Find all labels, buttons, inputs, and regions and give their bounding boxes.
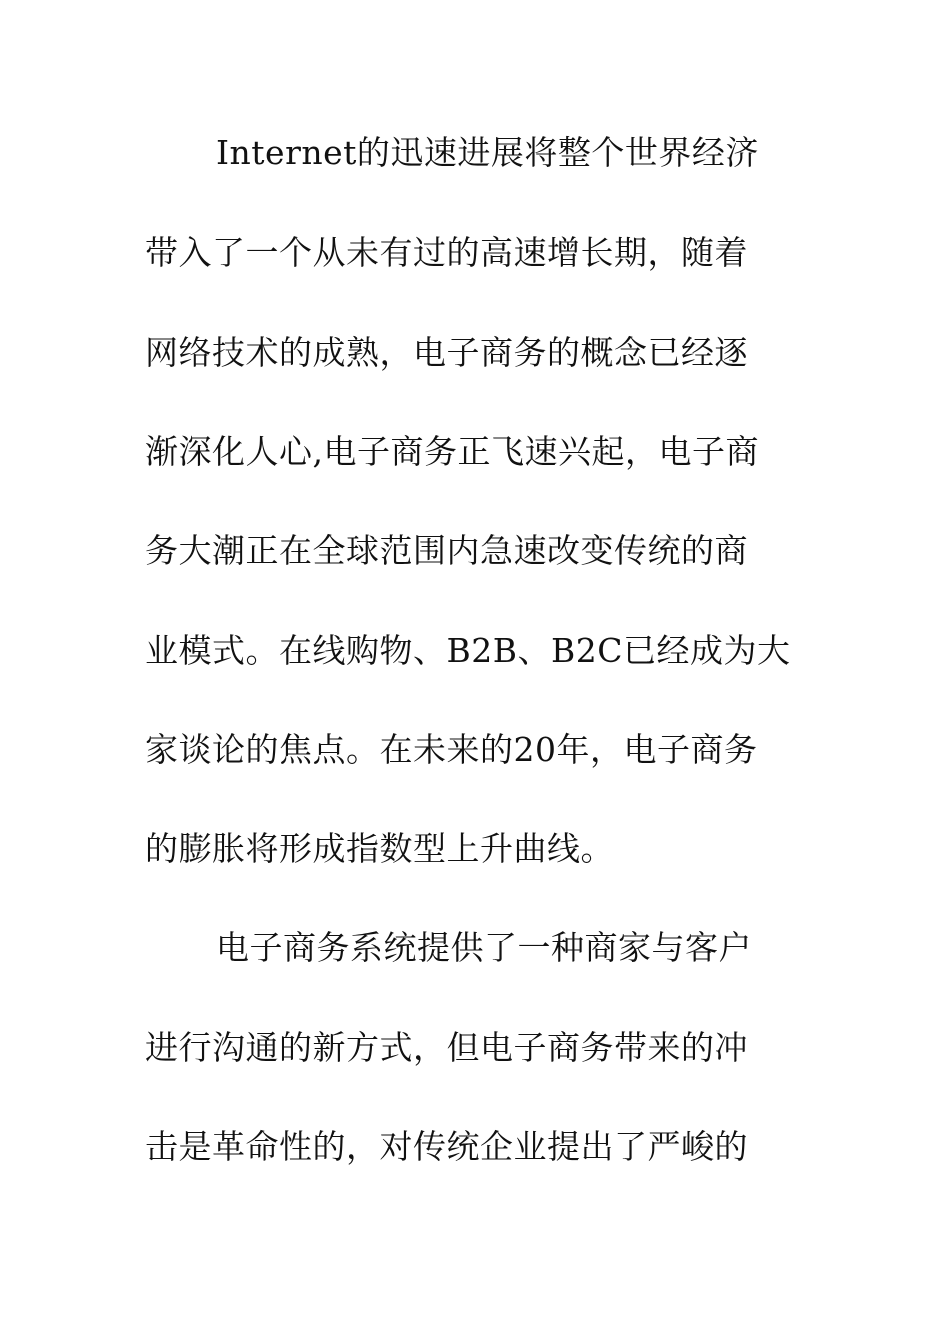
text-line: 家谈论的焦点。在未来的20年，电子商务 [145,730,758,769]
text-line: 务大潮正在全球范围内急速改变传统的商 [145,531,748,570]
text-line: 渐深化人心,电子商务正飞速兴起，电子商 [145,432,759,471]
text-line: 网络技术的成熟，电子商务的概念已经逐 [145,333,748,372]
text-line: 业模式。在线购物、B2B、B2C已经成为大 [145,631,791,670]
text-line: Internet的迅速进展将整个世界经济 [216,133,759,172]
text-line: 进行沟通的新方式，但电子商务带来的冲 [145,1028,748,1067]
text-line: 击是革命性的，对传统企业提出了严峻的 [145,1127,748,1166]
text-line: 电子商务系统提供了一种商家与客户 [216,928,752,967]
text-line: 带入了一个从未有过的高速增长期，随着 [145,233,748,272]
text-line: 的膨胀将形成指数型上升曲线。 [145,829,614,868]
